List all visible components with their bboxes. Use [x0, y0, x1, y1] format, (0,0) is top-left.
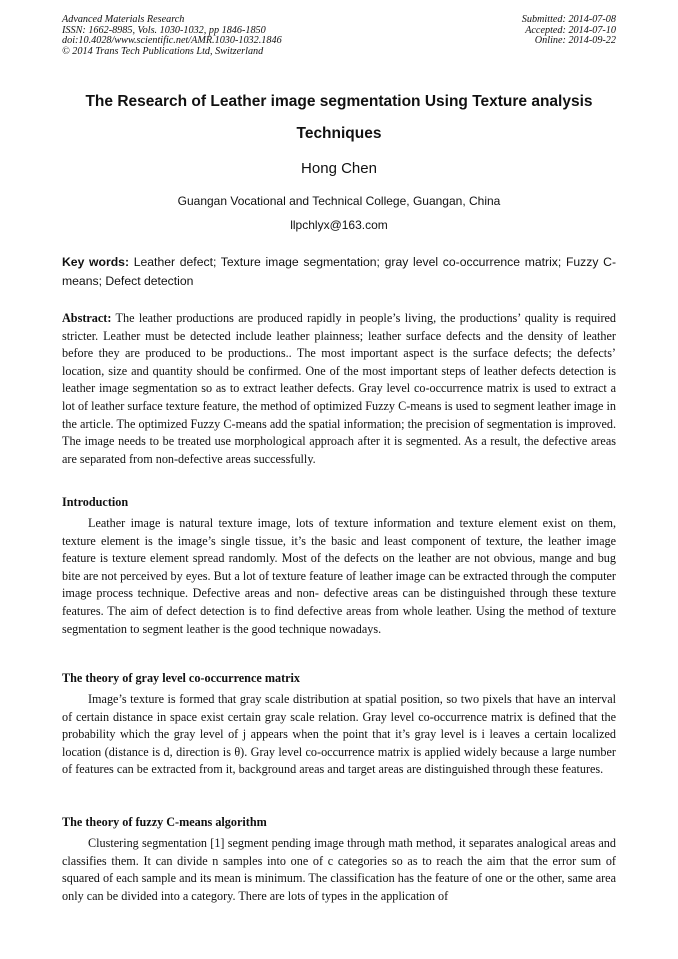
abstract [62, 310, 616, 468]
section-heading-glcm: The theory of gray level co-occurrence matrix [62, 671, 301, 685]
accepted-date: Accepted: 2014-07-10 [525, 24, 616, 36]
journal-name: Advanced Materials Research [62, 14, 185, 25]
paper-title: The Research of Leather image segmentation Using Texture analysis Techniques [85, 93, 593, 142]
section-heading-fcm: The theory of fuzzy C-means algorithm [62, 815, 267, 829]
doi-line: doi:10.4028/www.scientific.net/AMR.1030-1032.1846 [62, 35, 282, 47]
section-text-introduction: Leather image is natural texture image, lots of texture information and texture element exist on them, texture element is the image’s single tissue, it’s the basic and least component of texture, the leather image feature is texture element spread randomly. Most of the defects on the leather are not obvious, mange and bug bite are not perceived by eyes. But a lot of texture feature of leather image can be extracted through the computer image process technique. Defective areas and non- defective areas can be distinguished through these texture features. The aim of defect detection is to find defective areas from whole leather. Using the method of texture segmentation to segment leather is the good technique nowadays. [62, 516, 616, 636]
author-name: Hong Chen [301, 160, 377, 177]
section-text-fcm: Clustering segmentation [1] segment pending image through math method, it separates analogical areas and classifies them. It can divide n samples into one of c categories so as to reach the aim that the error sum of squared of each sample and its mean is minimum. The classification has the feature of one or the other, same area only can be divided into a category. There are lots of types in the application of [62, 836, 616, 903]
submitted-date: Submitted: 2014-07-08 [521, 14, 616, 25]
issn-line: ISSN: 1662-8985, Vols. 1030-1032, pp 1846-1850 [62, 24, 266, 36]
abstract-text: The leather productions are produced rapidly in people’s living, the productions’ quality is required stricter. Leather must be detected include leather plainness; leather surface defects and the density of leather before they are produced to be productions.. The most important aspect is the surface defects; the defects’ location, size and quantity should be confirmed. One of the most important steps of leather defects detection is leather image segmentation so as to extract leather defects. Gray level co-occurrence matrix is used to extract a lot of leather surface texture feature, the method of optimized Fuzzy C-means is used to segment leather image in the article. The optimized Fuzzy C-means add the spatial information; the precision of segmentation is improved. The image needs to be treated use morphological approach after it is segmented. As a result, the defective areas are separated from non-defective areas successfully. [62, 311, 617, 466]
online-date: Online: 2014-09-22 [534, 35, 616, 47]
copyright-line: © 2014 Trans Tech Publications Ltd, Switzerland [62, 45, 264, 57]
author-email[interactable]: llpchlyx@163.com [290, 218, 388, 232]
section-heading-introduction: Introduction [62, 495, 129, 509]
publication-dates [522, 15, 616, 47]
keywords-label: Key words: [62, 255, 130, 269]
abstract-label: Abstract: [62, 311, 112, 325]
section-text-glcm: Image’s texture is formed that gray scale distribution at spatial position, so two pixels that have an interval of certain distance in space exist certain gray scale relation. Gray level co-occurrence matrix is defined that the probability which the gray level of j appears when the point that it’s gray level is i leaves a certain localized location (distance is d, direction is θ). Gray level co-occurrence matrix is applied widely because a large number of features can be extracted from it, background areas and target areas are distinguished through these features. [62, 692, 616, 777]
affiliation: Guangan Vocational and Technical College, Guangan, China [177, 194, 501, 208]
keywords-text: Leather defect; Texture image segmentation; gray level co-occurrence matrix; Fuzzy C-means; Defect detection [62, 255, 617, 288]
keywords [62, 253, 616, 290]
journal-info [62, 15, 282, 57]
